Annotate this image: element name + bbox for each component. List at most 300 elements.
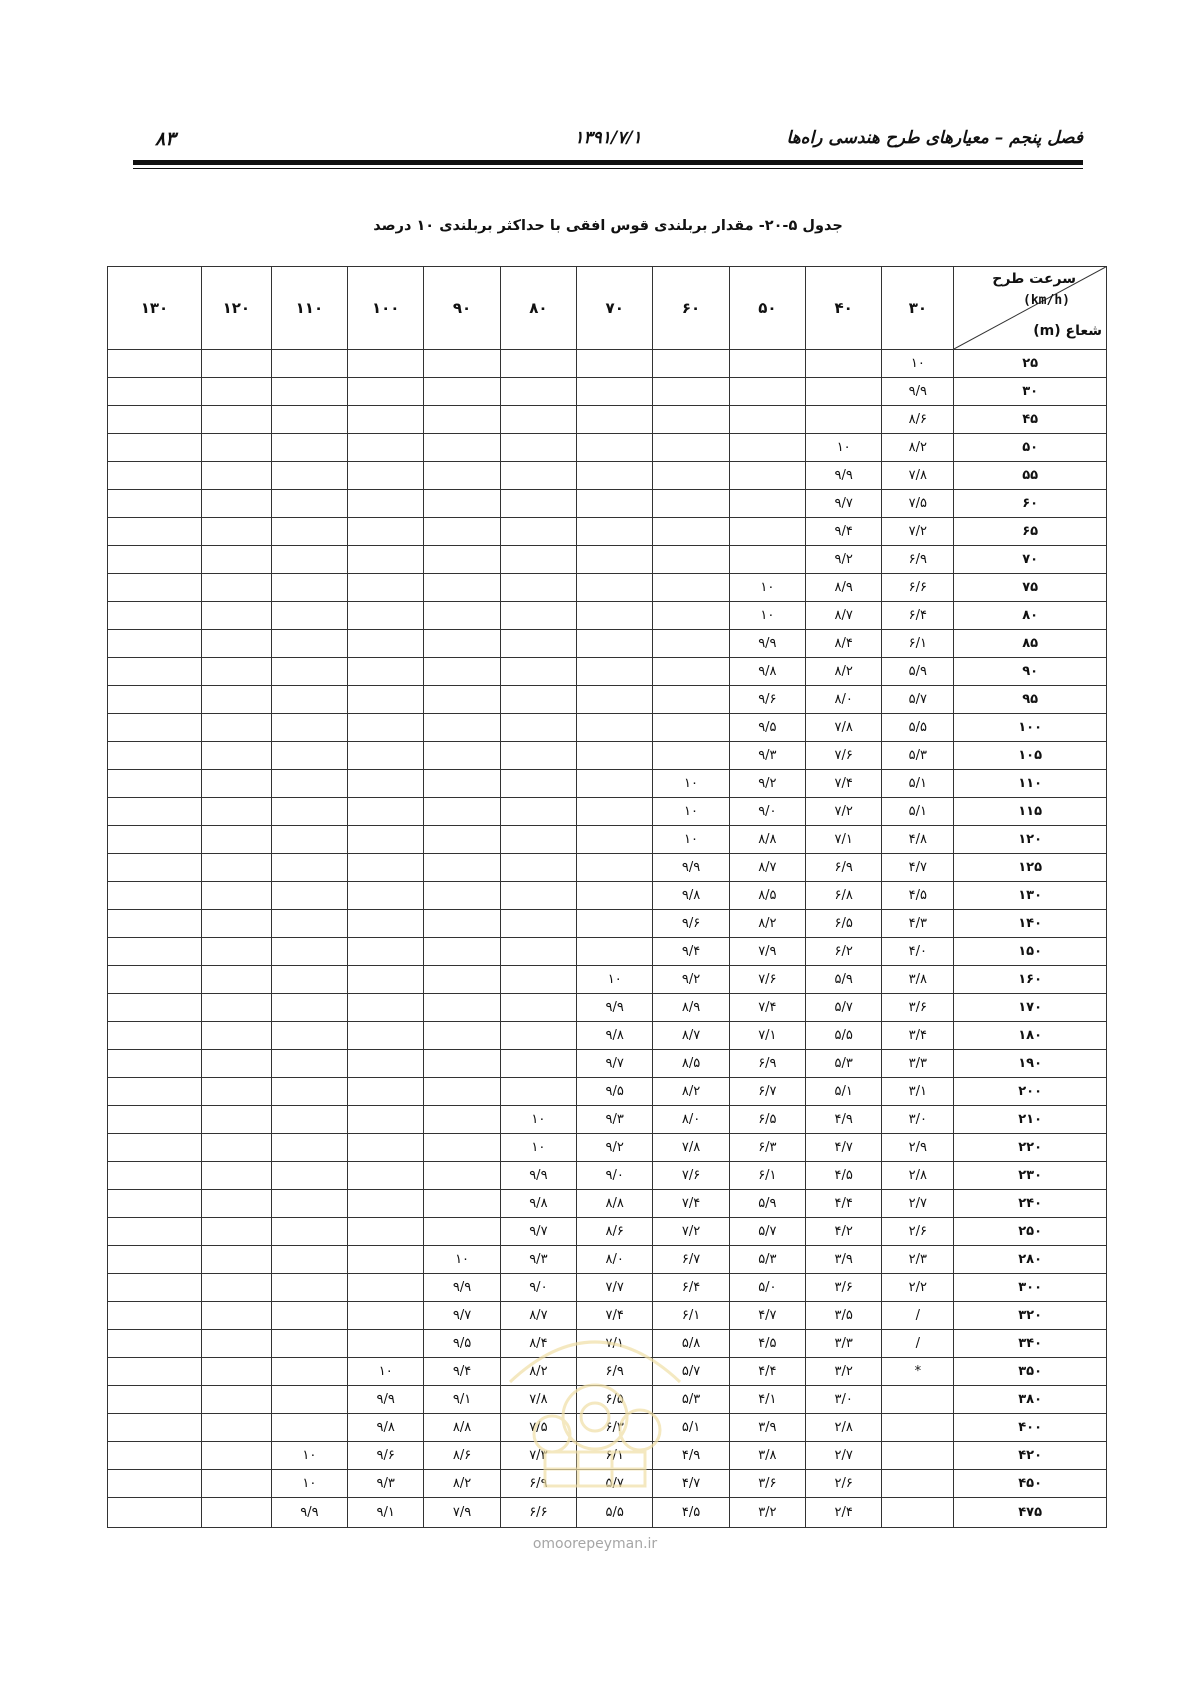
superelevation-cell	[348, 350, 424, 378]
superelevation-cell: ۶/۹	[882, 546, 954, 574]
superelevation-cell	[424, 434, 500, 462]
radius-cell: ۷۵	[954, 574, 1107, 602]
superelevation-cell	[424, 826, 500, 854]
superelevation-cell	[201, 1162, 271, 1190]
superelevation-cell	[201, 1078, 271, 1106]
superelevation-cell	[577, 350, 653, 378]
radius-cell: ۷۰	[954, 546, 1107, 574]
superelevation-cell: ۱۰	[500, 1106, 576, 1134]
table-row	[108, 1330, 1107, 1358]
superelevation-cell: ۸/۷	[806, 602, 882, 630]
superelevation-cell	[201, 714, 271, 742]
superelevation-cell	[108, 1330, 202, 1358]
table-row	[108, 546, 1107, 574]
superelevation-cell: ۵/۷	[729, 1218, 805, 1246]
superelevation-cell: ۳/۴	[882, 1022, 954, 1050]
superelevation-cell	[577, 574, 653, 602]
superelevation-cell	[201, 602, 271, 630]
superelevation-cell: /	[882, 1302, 954, 1330]
superelevation-cell: ۳/۳	[882, 1050, 954, 1078]
superelevation-cell	[500, 994, 576, 1022]
radius-cell: ۲۸۰	[954, 1246, 1107, 1274]
superelevation-cell	[201, 1218, 271, 1246]
superelevation-cell: ۳/۰	[882, 1106, 954, 1134]
superelevation-cell	[271, 1330, 347, 1358]
superelevation-cell: ۱۰	[806, 434, 882, 462]
superelevation-cell	[424, 798, 500, 826]
superelevation-cell	[882, 1498, 954, 1528]
superelevation-cell	[653, 574, 729, 602]
superelevation-cell	[500, 434, 576, 462]
table-row	[108, 798, 1107, 826]
speed-header-2: ۵۰	[729, 267, 805, 350]
superelevation-cell: ۵/۳	[653, 1386, 729, 1414]
superelevation-table	[107, 266, 1107, 1528]
superelevation-cell	[500, 518, 576, 546]
superelevation-cell	[653, 434, 729, 462]
radius-cell: ۹۰	[954, 658, 1107, 686]
design-speed-label: سرعت طرح	[992, 271, 1076, 287]
superelevation-cell	[729, 462, 805, 490]
radius-cell: ۲۵۰	[954, 1218, 1107, 1246]
superelevation-cell: ۷/۱	[806, 826, 882, 854]
superelevation-cell	[271, 630, 347, 658]
superelevation-cell	[271, 602, 347, 630]
superelevation-cell	[424, 462, 500, 490]
superelevation-cell: ۹/۹	[729, 630, 805, 658]
superelevation-cell: ۷/۴	[729, 994, 805, 1022]
superelevation-cell: ۹/۹	[577, 994, 653, 1022]
superelevation-cell: ۱۰	[577, 966, 653, 994]
radius-cell: ۱۴۰	[954, 910, 1107, 938]
superelevation-cell	[108, 1302, 202, 1330]
superelevation-cell	[577, 826, 653, 854]
superelevation-cell: ۸/۰	[806, 686, 882, 714]
superelevation-cell: ۹/۹	[271, 1498, 347, 1528]
superelevation-cell	[348, 1246, 424, 1274]
superelevation-cell	[271, 1274, 347, 1302]
superelevation-cell: ۷/۸	[806, 714, 882, 742]
superelevation-cell	[424, 742, 500, 770]
table-row	[108, 1358, 1107, 1386]
superelevation-cell: ۹/۹	[424, 1274, 500, 1302]
superelevation-cell	[201, 938, 271, 966]
superelevation-cell: ۸/۷	[500, 1302, 576, 1330]
superelevation-cell	[271, 1246, 347, 1274]
superelevation-cell	[271, 686, 347, 714]
radius-cell: ۲۳۰	[954, 1162, 1107, 1190]
superelevation-cell	[653, 490, 729, 518]
superelevation-cell: ۴/۷	[882, 854, 954, 882]
superelevation-cell	[348, 518, 424, 546]
superelevation-cell	[348, 882, 424, 910]
superelevation-cell: ۴/۷	[653, 1470, 729, 1498]
superelevation-cell	[271, 854, 347, 882]
radius-cell: ۱۵۰	[954, 938, 1107, 966]
table-row	[108, 1162, 1107, 1190]
superelevation-cell	[577, 882, 653, 910]
superelevation-cell: ۹/۵	[577, 1078, 653, 1106]
superelevation-cell: ۳/۶	[729, 1470, 805, 1498]
superelevation-cell	[729, 406, 805, 434]
superelevation-cell	[348, 910, 424, 938]
superelevation-cell: ۸/۲	[729, 910, 805, 938]
table-row	[108, 602, 1107, 630]
superelevation-cell: ۷/۷	[577, 1274, 653, 1302]
superelevation-cell	[424, 1218, 500, 1246]
superelevation-cell	[348, 938, 424, 966]
superelevation-cell	[108, 1218, 202, 1246]
superelevation-cell	[271, 742, 347, 770]
superelevation-cell: ۹/۳	[577, 1106, 653, 1134]
superelevation-cell	[348, 602, 424, 630]
speed-header-0: ۳۰	[882, 267, 954, 350]
table-row	[108, 686, 1107, 714]
superelevation-cell	[348, 658, 424, 686]
superelevation-cell	[348, 1022, 424, 1050]
radius-cell: ۲۰۰	[954, 1078, 1107, 1106]
superelevation-cell: ۷/۶	[729, 966, 805, 994]
superelevation-cell: ۶/۶	[500, 1498, 576, 1528]
table-row	[108, 1470, 1107, 1498]
superelevation-cell	[500, 574, 576, 602]
superelevation-cell	[108, 882, 202, 910]
superelevation-cell	[500, 658, 576, 686]
superelevation-cell: ۵/۸	[653, 1330, 729, 1358]
superelevation-cell: ۳/۵	[806, 1302, 882, 1330]
superelevation-cell: ۹/۷	[424, 1302, 500, 1330]
superelevation-cell	[271, 1358, 347, 1386]
superelevation-cell	[201, 1442, 271, 1470]
superelevation-cell	[201, 966, 271, 994]
table-row	[108, 1050, 1107, 1078]
table-row	[108, 490, 1107, 518]
superelevation-cell: ۸/۲	[806, 658, 882, 686]
superelevation-cell: *	[882, 1358, 954, 1386]
superelevation-cell: ۶/۴	[882, 602, 954, 630]
superelevation-cell: ۶/۱	[577, 1442, 653, 1470]
superelevation-cell	[500, 966, 576, 994]
superelevation-cell	[271, 1218, 347, 1246]
radius-cell: ۲۲۰	[954, 1134, 1107, 1162]
superelevation-cell	[348, 1106, 424, 1134]
superelevation-cell	[348, 798, 424, 826]
radius-cell: ۳۰	[954, 378, 1107, 406]
superelevation-cell	[424, 910, 500, 938]
superelevation-cell	[577, 378, 653, 406]
superelevation-cell: ۷/۳	[500, 1442, 576, 1470]
superelevation-cell: ۳/۲	[729, 1498, 805, 1528]
superelevation-cell: ۸/۲	[882, 434, 954, 462]
table-row	[108, 1106, 1107, 1134]
superelevation-cell: ۹/۴	[653, 938, 729, 966]
superelevation-cell	[271, 378, 347, 406]
superelevation-cell	[201, 770, 271, 798]
superelevation-cell	[271, 1162, 347, 1190]
superelevation-cell	[653, 462, 729, 490]
superelevation-cell: ۳/۸	[729, 1442, 805, 1470]
superelevation-cell	[500, 1078, 576, 1106]
superelevation-cell	[348, 742, 424, 770]
superelevation-cell	[201, 350, 271, 378]
superelevation-cell: ۹/۶	[729, 686, 805, 714]
superelevation-cell	[108, 630, 202, 658]
table-row	[108, 406, 1107, 434]
radius-cell: ۱۰۵	[954, 742, 1107, 770]
superelevation-cell	[271, 546, 347, 574]
radius-cell: ۳۲۰	[954, 1302, 1107, 1330]
superelevation-cell: ۴/۷	[806, 1134, 882, 1162]
superelevation-cell	[271, 826, 347, 854]
superelevation-cell	[653, 378, 729, 406]
superelevation-cell	[108, 1498, 202, 1528]
superelevation-cell: ۴/۷	[729, 1302, 805, 1330]
radius-cell: ۱۱۵	[954, 798, 1107, 826]
superelevation-cell: ۵/۵	[577, 1498, 653, 1528]
table-row	[108, 938, 1107, 966]
radius-cell: ۱۶۰	[954, 966, 1107, 994]
superelevation-cell: ۹/۵	[729, 714, 805, 742]
superelevation-cell: ۷/۸	[653, 1134, 729, 1162]
superelevation-cell	[108, 350, 202, 378]
superelevation-cell	[577, 490, 653, 518]
superelevation-cell	[271, 1386, 347, 1414]
superelevation-cell: ۵/۷	[653, 1358, 729, 1386]
superelevation-cell	[500, 826, 576, 854]
superelevation-cell	[108, 1106, 202, 1134]
superelevation-cell	[108, 994, 202, 1022]
superelevation-cell	[108, 1022, 202, 1050]
superelevation-cell	[201, 1414, 271, 1442]
superelevation-cell	[108, 1414, 202, 1442]
superelevation-cell: ۳/۲	[806, 1358, 882, 1386]
superelevation-cell	[108, 434, 202, 462]
superelevation-cell: ۹/۴	[806, 518, 882, 546]
superelevation-cell	[424, 490, 500, 518]
superelevation-cell	[271, 1414, 347, 1442]
superelevation-cell	[271, 714, 347, 742]
superelevation-cell: ۷/۹	[424, 1498, 500, 1528]
superelevation-cell: ۲/۸	[882, 1162, 954, 1190]
superelevation-cell	[424, 1050, 500, 1078]
superelevation-cell	[500, 1022, 576, 1050]
superelevation-cell	[424, 406, 500, 434]
superelevation-cell	[201, 854, 271, 882]
table-caption: جدول ۵-۲۰- مقدار بربلندی قوس افقی با حداکثر بربلندی ۱۰ درصد	[373, 218, 843, 234]
superelevation-cell	[201, 1358, 271, 1386]
superelevation-cell: ۵/۵	[806, 1022, 882, 1050]
superelevation-cell: ۱۰	[653, 826, 729, 854]
superelevation-cell	[271, 938, 347, 966]
superelevation-cell: ۹/۲	[806, 546, 882, 574]
table-row	[108, 1302, 1107, 1330]
superelevation-cell	[500, 798, 576, 826]
superelevation-cell	[108, 658, 202, 686]
superelevation-cell	[577, 798, 653, 826]
superelevation-cell: ۶/۳	[577, 1414, 653, 1442]
superelevation-cell	[500, 462, 576, 490]
superelevation-cell: ۲/۷	[882, 1190, 954, 1218]
superelevation-cell: ۴/۰	[882, 938, 954, 966]
superelevation-cell	[806, 378, 882, 406]
radius-cell: ۲۵	[954, 350, 1107, 378]
superelevation-cell	[271, 966, 347, 994]
corner-header-cell	[954, 267, 1107, 350]
superelevation-cell	[271, 882, 347, 910]
superelevation-cell	[424, 770, 500, 798]
superelevation-cell	[201, 826, 271, 854]
superelevation-cell	[348, 770, 424, 798]
superelevation-cell	[271, 1078, 347, 1106]
superelevation-cell: ۶/۷	[729, 1078, 805, 1106]
superelevation-cell	[653, 742, 729, 770]
superelevation-cell	[108, 966, 202, 994]
superelevation-cell	[201, 686, 271, 714]
superelevation-cell: ۸/۰	[577, 1246, 653, 1274]
radius-cell: ۱۲۵	[954, 854, 1107, 882]
superelevation-cell: ۸/۲	[500, 1358, 576, 1386]
table-row	[108, 966, 1107, 994]
superelevation-cell: ۵/۹	[729, 1190, 805, 1218]
header-rule-thin	[133, 168, 1083, 169]
superelevation-cell	[806, 406, 882, 434]
superelevation-cell	[108, 490, 202, 518]
superelevation-cell	[201, 1246, 271, 1274]
superelevation-cell	[271, 770, 347, 798]
superelevation-cell: ۷/۲	[806, 798, 882, 826]
superelevation-cell	[108, 518, 202, 546]
superelevation-cell	[348, 1134, 424, 1162]
header-rule-thick	[133, 160, 1083, 165]
superelevation-cell: ۲/۶	[882, 1218, 954, 1246]
superelevation-cell: ۸/۴	[500, 1330, 576, 1358]
superelevation-cell: ۹/۱	[348, 1498, 424, 1528]
table-row	[108, 1442, 1107, 1470]
superelevation-cell	[201, 518, 271, 546]
superelevation-cell: ۷/۵	[500, 1414, 576, 1442]
superelevation-cell	[424, 1190, 500, 1218]
superelevation-cell	[201, 1190, 271, 1218]
superelevation-cell: ۵/۱	[653, 1414, 729, 1442]
table-row	[108, 1190, 1107, 1218]
radius-cell: ۱۷۰	[954, 994, 1107, 1022]
superelevation-cell: ۸/۷	[653, 1022, 729, 1050]
superelevation-cell	[108, 1470, 202, 1498]
page-header	[133, 128, 1083, 156]
superelevation-cell	[271, 1050, 347, 1078]
radius-cell: ۴۲۰	[954, 1442, 1107, 1470]
table-row	[108, 630, 1107, 658]
superelevation-cell	[653, 518, 729, 546]
superelevation-cell	[108, 686, 202, 714]
superelevation-cell: ۹/۳	[500, 1246, 576, 1274]
superelevation-cell: ۵/۱	[882, 798, 954, 826]
superelevation-cell: ۷/۵	[882, 490, 954, 518]
superelevation-cell: ۲/۴	[806, 1498, 882, 1528]
superelevation-cell: ۱۰	[500, 1134, 576, 1162]
superelevation-cell: ۹/۴	[424, 1358, 500, 1386]
radius-cell: ۸۰	[954, 602, 1107, 630]
superelevation-cell	[348, 854, 424, 882]
table-row	[108, 1022, 1107, 1050]
speed-header-4: ۷۰	[577, 267, 653, 350]
superelevation-cell: ۱۰	[729, 574, 805, 602]
superelevation-cell	[729, 518, 805, 546]
superelevation-cell: ۳/۳	[806, 1330, 882, 1358]
superelevation-cell	[424, 854, 500, 882]
speed-header-5: ۸۰	[500, 267, 576, 350]
superelevation-cell	[729, 350, 805, 378]
superelevation-cell: ۹/۳	[729, 742, 805, 770]
superelevation-cell	[577, 406, 653, 434]
superelevation-cell	[201, 658, 271, 686]
superelevation-cell: ۹/۱	[424, 1386, 500, 1414]
superelevation-cell	[271, 798, 347, 826]
superelevation-cell	[108, 1386, 202, 1414]
superelevation-cell	[500, 406, 576, 434]
superelevation-cell: ۵/۷	[882, 686, 954, 714]
superelevation-cell	[348, 434, 424, 462]
superelevation-cell	[653, 546, 729, 574]
superelevation-cell: ۷/۲	[653, 1218, 729, 1246]
superelevation-cell: ۱۰	[653, 770, 729, 798]
superelevation-cell	[271, 434, 347, 462]
superelevation-cell: ۹/۲	[577, 1134, 653, 1162]
superelevation-cell	[424, 658, 500, 686]
superelevation-cell	[577, 854, 653, 882]
superelevation-cell	[577, 630, 653, 658]
superelevation-cell: ۱۰	[271, 1470, 347, 1498]
superelevation-cell: ۷/۸	[500, 1386, 576, 1414]
radius-cell: ۴۷۵	[954, 1498, 1107, 1528]
radius-cell: ۹۵	[954, 686, 1107, 714]
superelevation-cell	[424, 630, 500, 658]
superelevation-cell: ۷/۶	[653, 1162, 729, 1190]
radius-cell: ۸۵	[954, 630, 1107, 658]
table-row	[108, 1498, 1107, 1528]
superelevation-cell: ۴/۵	[729, 1330, 805, 1358]
superelevation-cell	[348, 378, 424, 406]
superelevation-cell	[201, 406, 271, 434]
superelevation-cell: ۸/۶	[424, 1442, 500, 1470]
table-row	[108, 910, 1107, 938]
superelevation-cell: ۹/۸	[729, 658, 805, 686]
superelevation-cell	[653, 602, 729, 630]
superelevation-cell	[201, 1302, 271, 1330]
superelevation-cell	[577, 434, 653, 462]
radius-cell: ۱۸۰	[954, 1022, 1107, 1050]
table-row	[108, 1386, 1107, 1414]
speed-header-7: ۱۰۰	[348, 267, 424, 350]
superelevation-cell: ۹/۸	[577, 1022, 653, 1050]
superelevation-cell: ۵/۳	[882, 742, 954, 770]
superelevation-cell	[201, 490, 271, 518]
table-row	[108, 742, 1107, 770]
superelevation-cell	[348, 994, 424, 1022]
superelevation-cell	[271, 574, 347, 602]
superelevation-cell	[201, 910, 271, 938]
superelevation-cell	[201, 1274, 271, 1302]
radius-cell: ۶۰	[954, 490, 1107, 518]
superelevation-cell	[424, 714, 500, 742]
superelevation-cell	[201, 742, 271, 770]
superelevation-cell: ۹/۵	[424, 1330, 500, 1358]
superelevation-cell: ۹/۳	[348, 1470, 424, 1498]
superelevation-cell: ۹/۹	[882, 378, 954, 406]
speed-header-10: ۱۳۰	[108, 267, 202, 350]
table-row	[108, 1414, 1107, 1442]
superelevation-cell	[201, 1022, 271, 1050]
